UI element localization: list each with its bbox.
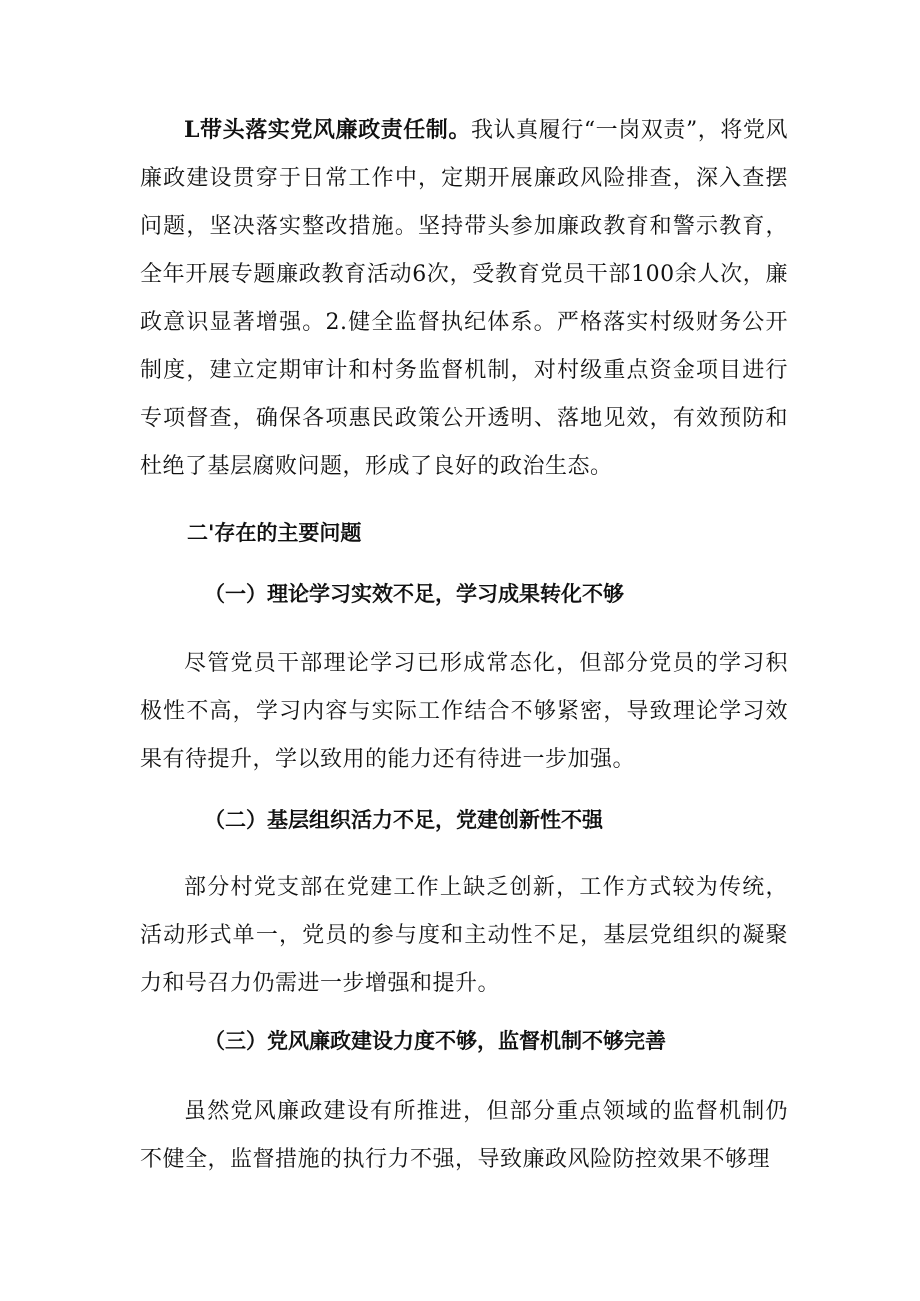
subsection-3-title: （三）党风廉政建设力度不够，监督机制不够完善: [204, 1029, 666, 1053]
paragraph-1-text: 我认真履行“一岗双责”，将党风廉政建设贯穿于日常工作中，定期开展廉政风险排查，深入查摆问题，坚决落实整改措施。坚持带头参加廉政教育和警示教育，全年开展专题廉政教育活动6次，受教育党员干部100余人次，廉政意识显著增强。2.健全监督执纪体系。严格落实村级财务公开制度，建立定期审计和村务监督机制，对村级重点资金项目进行专项督查，确保各项惠民政策公开透明、落地见效，有效预防和杜绝了基层腐败问题，形成了良好的政治生态。: [140, 118, 788, 479]
subsection-1-body: 尽管党员干部理论学习已形成常态化，但部分党员的学习积极性不高，学习内容与实际工作结合不够紧密，导致理论学习效果有待提升，学以致用的能力还有待进一步加强。: [140, 651, 788, 772]
subsection-2-title: （二）基层组织活力不足，党建创新性不强: [204, 808, 603, 832]
section-2-title: 二'存在的主要问题: [187, 521, 362, 545]
paragraph-1-lead: L带头落实党风廉政责任制。: [184, 117, 471, 143]
subsection-1-title: （一）理论学习实效不足，学习成果转化不够: [204, 582, 624, 606]
paragraph-1: [140, 106, 788, 491]
subsection-3-body: 虽然党风廉政建设有所推进，但部分重点领域的监督机制仍不健全，监督措施的执行力不强，导致廉政风险防控效果不够理: [140, 1099, 788, 1172]
subsection-2-body: 部分村党支部在党建工作上缺乏创新，工作方式较为传统，活动形式单一，党员的参与度和主动性不足，基层党组织的凝聚力和号召力仍需进一步增强和提升。: [140, 875, 788, 996]
